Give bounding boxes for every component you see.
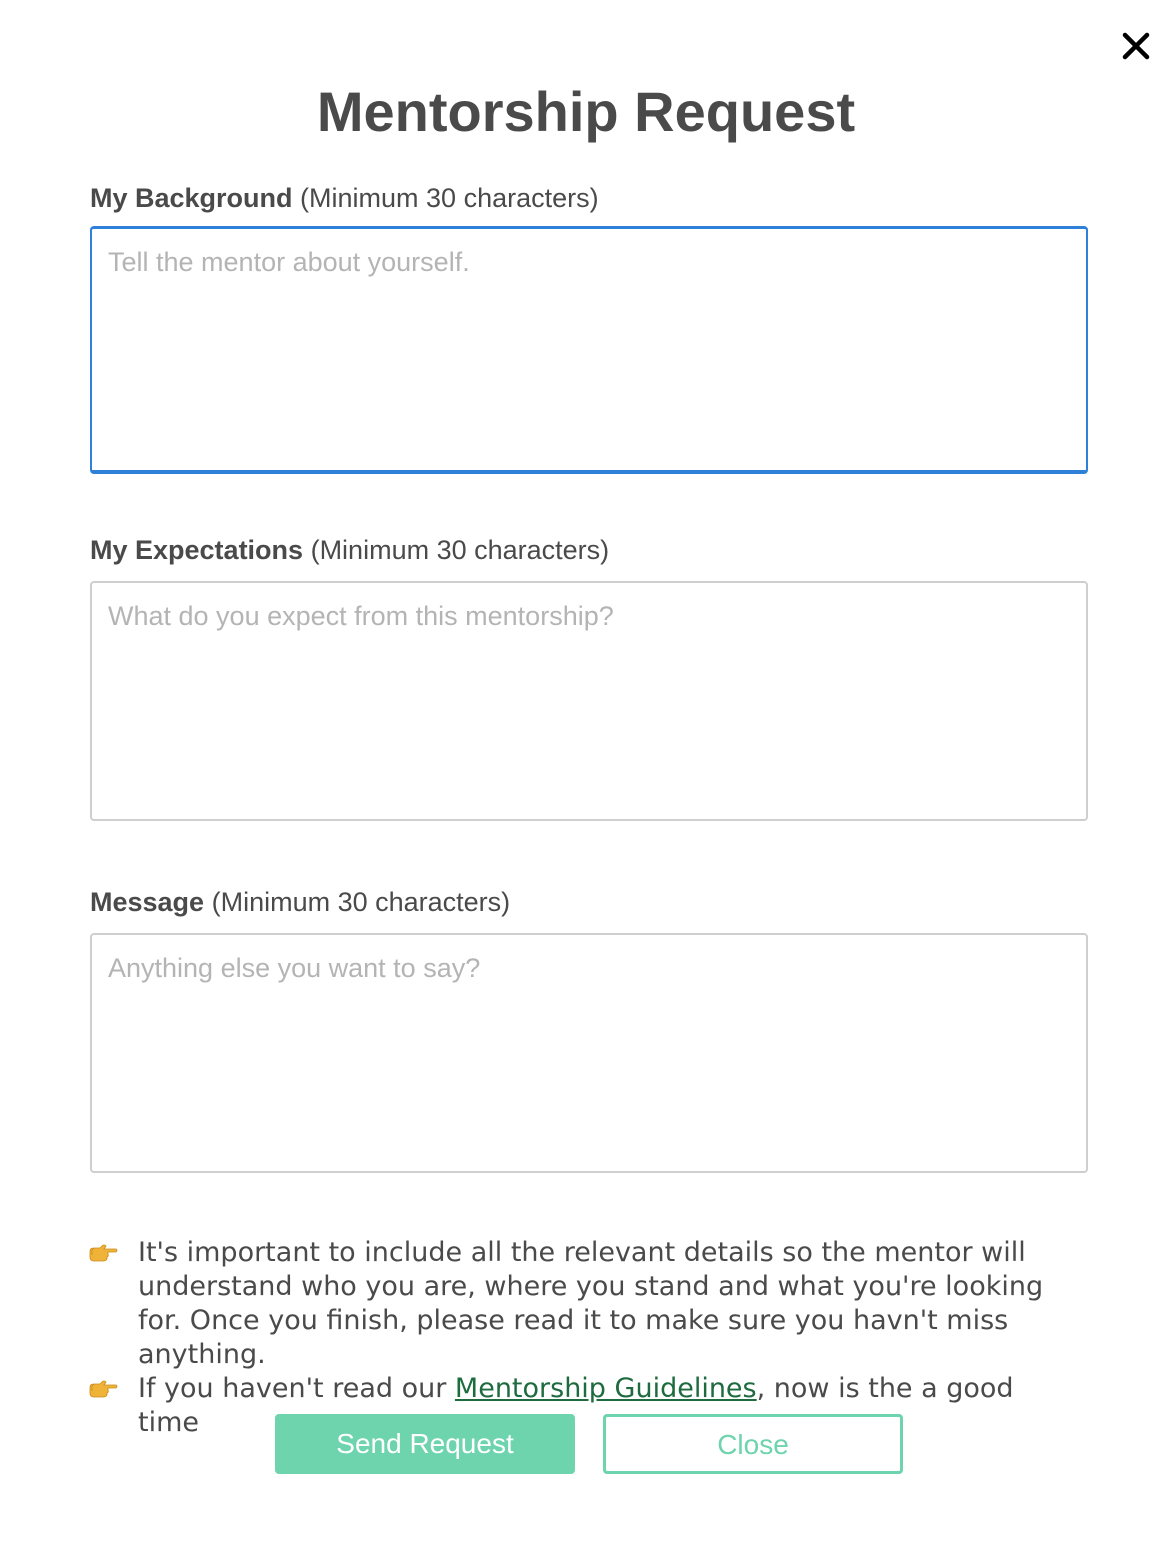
background-label: [90, 181, 599, 215]
message-label-text: Message: [90, 887, 205, 917]
expectations-hint: (Minimum 30 characters): [310, 535, 610, 565]
note-guidelines-suffix: , now is the a good time: [138, 1373, 1014, 1438]
expectations-label-text: My Expectations: [90, 535, 304, 565]
dialog-title: Mentorship Request: [316, 80, 856, 143]
background-hint: (Minimum 30 characters): [300, 183, 599, 213]
close-icon[interactable]: [1116, 26, 1156, 66]
background-label-text: My Background: [90, 183, 293, 213]
close-dialog-button[interactable]: Close: [603, 1414, 903, 1474]
close-button[interactable]: [1116, 26, 1156, 66]
message-hint: (Minimum 30 characters): [211, 887, 511, 917]
notes: [88, 1236, 1078, 1440]
send-request-button[interactable]: Send Request: [275, 1414, 575, 1474]
expectations-textarea[interactable]: [90, 581, 1088, 821]
note-item: [88, 1236, 1078, 1372]
note-guidelines-prefix: If you haven't read our: [138, 1373, 455, 1404]
message-label: [90, 885, 510, 919]
mentorship-guidelines-link[interactable]: Mentorship Guidelines: [454, 1373, 757, 1404]
pointing-hand-icon: [88, 1372, 138, 1406]
pointing-hand-icon: [88, 1236, 138, 1270]
background-textarea[interactable]: [90, 226, 1088, 474]
message-textarea[interactable]: [90, 933, 1088, 1173]
expectations-label: [90, 533, 609, 567]
note-item: [88, 1372, 1078, 1440]
note-important-text: It's important to include all the relevant details so the mentor will understand who you are, where you stand and what you're looking for. Once you finish, please read it to make sure you havn't miss anything.: [138, 1237, 1044, 1370]
